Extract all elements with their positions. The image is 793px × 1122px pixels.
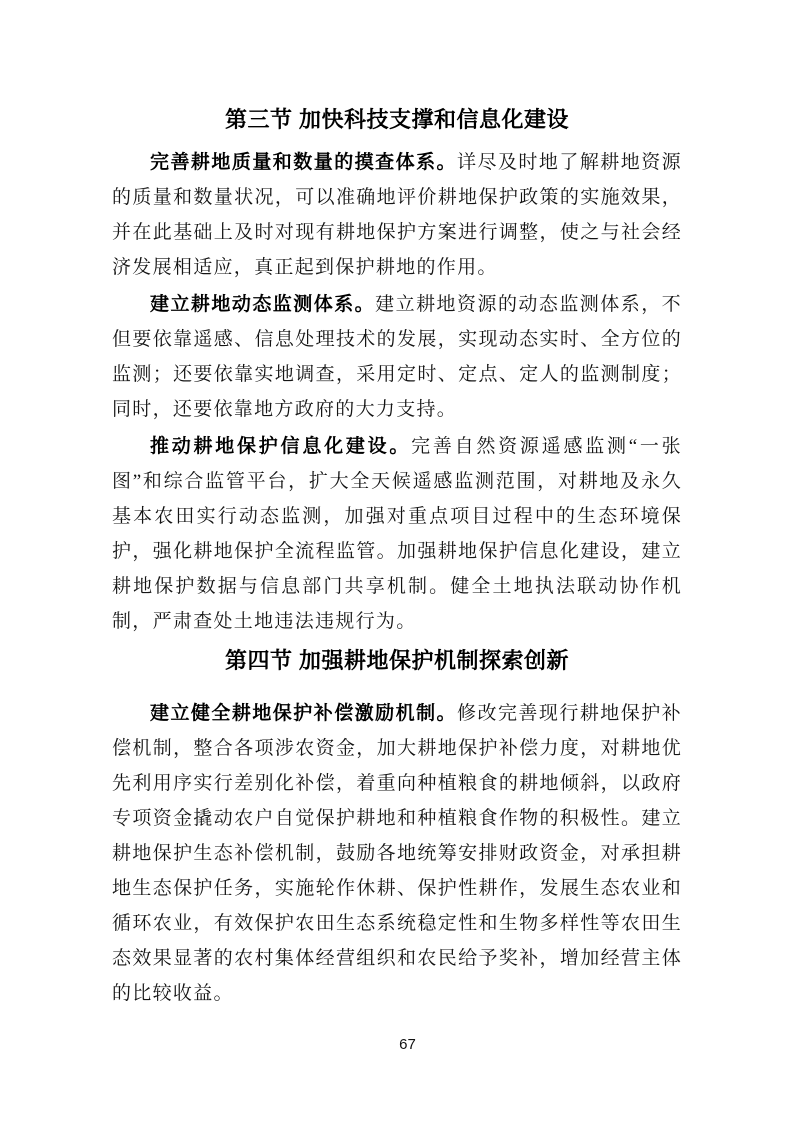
paragraph-lead-compensation-incentive: 建立健全耕地保护补偿激励机制。 xyxy=(150,703,458,724)
paragraph-survey-system xyxy=(112,145,682,285)
paragraph-text-dynamic-monitoring: 建立耕地资源的动态监测体系，不但要依靠遥感、信息处理技术的发展，实现动态实时、全方位的监测；还要依靠实地调查，采用定时、定点、定人的监测制度；同时，还要依靠地方政府的大力支持。 xyxy=(112,294,682,420)
section-heading-4: 第四节 加强耕地保护机制探索创新 xyxy=(224,648,570,673)
paragraph-text-informatization: 完善自然资源遥感监测“一张图”和综合监管平台，扩大全天候遥感监测范围，对耕地及永久基本农田实行动态监测，加强对重点项目过程中的生态环境保护，强化耕地保护全流程监管。加强耕地保护信息化建设，建立耕地保护数据与信息部门共享机制。健全土地执法联动协作机制，严肃查处土地违法违规行为。 xyxy=(112,436,682,632)
page-number: 67 xyxy=(399,1036,416,1053)
paragraph-text-survey-system: 详尽及时地了解耕地资源的质量和数量状况，可以准确地评价耕地保护政策的实施效果，并在此基础上及时对现有耕地保护方案进行调整，使之与社会经济发展相适应，真正起到保护耕地的作用。 xyxy=(112,152,682,278)
paragraph-lead-dynamic-monitoring: 建立耕地动态监测体系。 xyxy=(150,294,376,315)
paragraph-lead-survey-system: 完善耕地质量和数量的摸查体系。 xyxy=(150,152,458,173)
paragraph-text-compensation-incentive: 修改完善现行耕地保护补偿机制，整合各项涉农资金，加大耕地保护补偿力度，对耕地优先利用序实行差别化补偿，着重向种植粮食的耕地倾斜，以政府专项资金撬动农户自觉保护耕地和种植粮食作物的积极性。建立耕地保护生态补偿机制，鼓励各地统筹安排财政资金，对承担耕地生态保护任务，实施轮作休耕、保护性耕作，发展生态农业和循环农业，有效保护农田生态系统稳定性和生物多样性等农田生态效果显著的农村集体经营组织和农民给予奖补，增加经营主体的比较收益。 xyxy=(112,703,682,1004)
paragraph-lead-informatization: 推动耕地保护信息化建设。 xyxy=(150,436,412,457)
paragraph-dynamic-monitoring xyxy=(112,287,682,427)
paragraph-compensation-incentive xyxy=(112,696,682,1011)
paragraph-informatization xyxy=(112,429,682,639)
section-heading-3: 第三节 加快科技支撑和信息化建设 xyxy=(224,107,570,132)
